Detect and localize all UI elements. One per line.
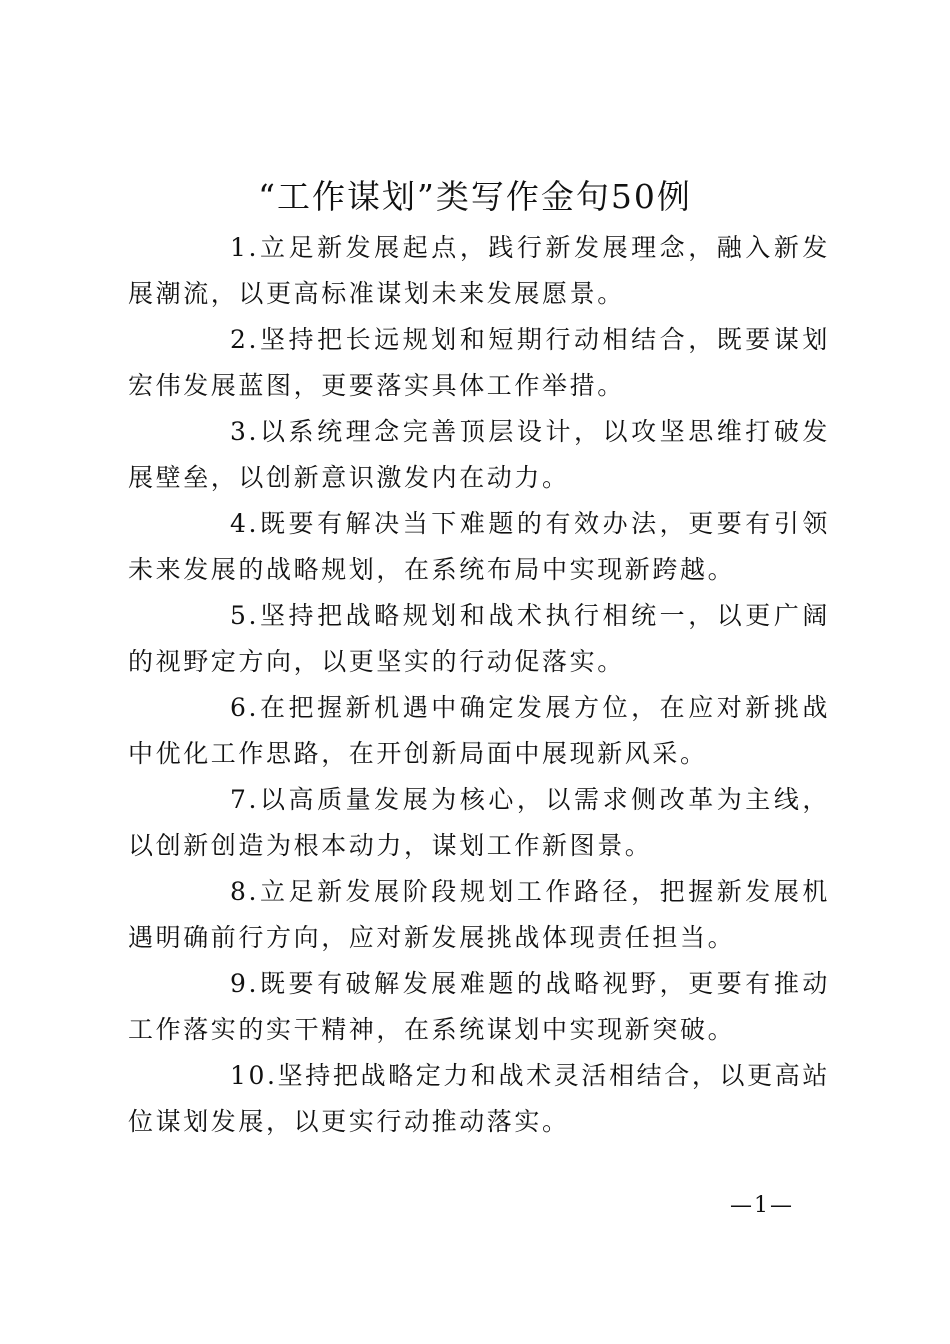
paragraph-1: 1.立足新发展起点，践行新发展理念，融入新发展潮流，以更高标准谋划未来发展愿景。 bbox=[128, 233, 830, 308]
paragraph-2: 2.坚持把长远规划和短期行动相结合，既要谋划宏伟发展蓝图，更要落实具体工作举措。 bbox=[128, 325, 830, 400]
paragraph-3: 3.以系统理念完善顶层设计，以攻坚思维打破发展壁垒，以创新意识激发内在动力。 bbox=[128, 417, 830, 492]
paragraph-9: 9.既要有破解发展难题的战略视野，更要有推动工作落实的实干精神，在系统谋划中实现新突破。 bbox=[128, 969, 830, 1044]
paragraph-10: 10.坚持把战略定力和战术灵活相结合，以更高站位谋划发展，以更实行动推动落实。 bbox=[128, 1061, 830, 1136]
paragraph-7: 7.以高质量发展为核心，以需求侧改革为主线，以创新创造为根本动力，谋划工作新图景。 bbox=[128, 785, 830, 860]
paragraph-5: 5.坚持把战略规划和战术执行相统一，以更广阔的视野定方向，以更坚实的行动促落实。 bbox=[128, 601, 830, 676]
paragraph-8: 8.立足新发展阶段规划工作路径，把握新发展机遇明确前行方向，应对新发展挑战体现责任担当。 bbox=[128, 877, 830, 952]
document-body bbox=[128, 225, 830, 1145]
page-number: —1— bbox=[730, 1193, 794, 1218]
paragraph-4: 4.既要有解决当下难题的有效办法，更要有引领未来发展的战略规划，在系统布局中实现新跨越。 bbox=[128, 509, 830, 584]
document-title: “工作谋划”类写作金句50例 bbox=[258, 177, 692, 216]
paragraph-6: 6.在把握新机遇中确定发展方位，在应对新挑战中优化工作思路，在开创新局面中展现新风采。 bbox=[128, 693, 830, 768]
